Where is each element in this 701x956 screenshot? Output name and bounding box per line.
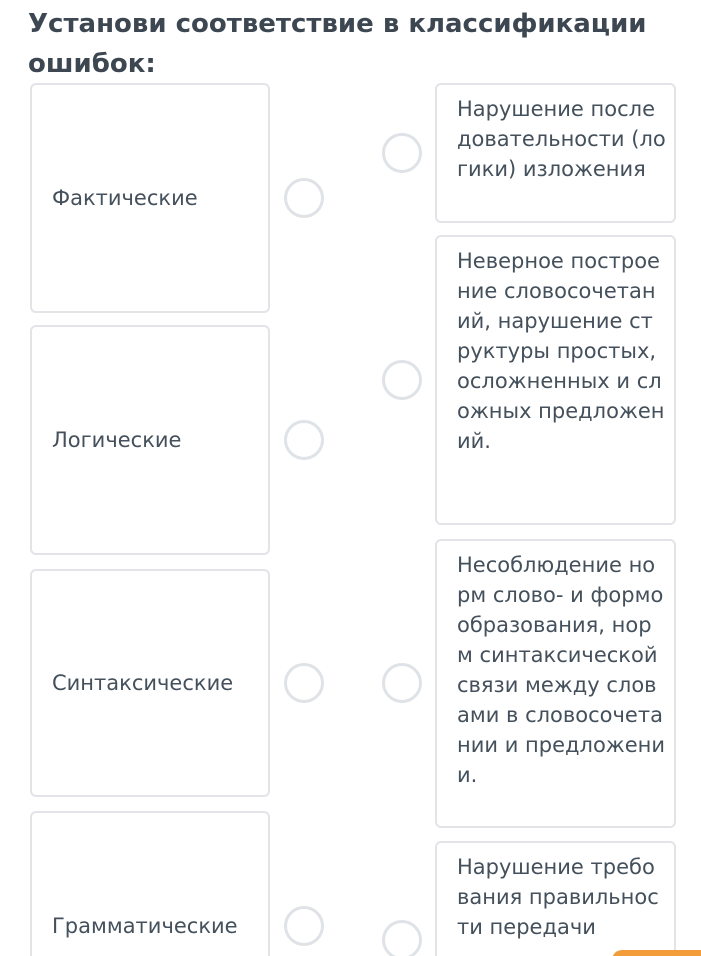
left-item-label: Грамматические [52,914,238,938]
left-item-label: Синтаксические [52,671,234,695]
right-item-label: Несоблюдение норм слово- и формообразования, норм синтаксической связи между словами в словосочетании и предложении. [457,553,666,787]
right-connector-radio[interactable] [382,920,422,956]
left-item-logical[interactable] [30,325,270,555]
floating-action-button[interactable] [612,950,701,956]
right-item-label: Нарушение требования правильности передачи [457,855,659,939]
left-connector-radio[interactable] [284,906,324,946]
right-connector-radio[interactable] [382,663,422,703]
left-item-grammatical[interactable] [30,811,270,956]
question-title: Установи соответствие в классификации ошибок: [28,9,647,79]
left-connector-radio[interactable] [284,420,324,460]
left-item-syntactic[interactable] [30,569,270,797]
left-connector-radio[interactable] [284,663,324,703]
left-item-factual[interactable] [30,83,270,313]
right-item-label: Неверное построение словосочетаний, нарушение структуры простых, осложненных и сложных предложений. [457,249,665,453]
right-item-sequence-violation[interactable] [435,83,676,223]
right-item-norm-violation[interactable] [435,539,676,828]
left-connector-radio[interactable] [284,178,324,218]
right-connector-radio[interactable] [382,360,422,400]
left-item-label: Логические [52,428,182,452]
left-item-label: Фактические [52,186,198,210]
right-item-label: Нарушение последовательности (логики) изложения [457,97,666,181]
right-connector-radio[interactable] [382,133,422,173]
right-item-transfer-requirement[interactable] [435,841,676,956]
right-item-construction-error[interactable] [435,235,676,525]
